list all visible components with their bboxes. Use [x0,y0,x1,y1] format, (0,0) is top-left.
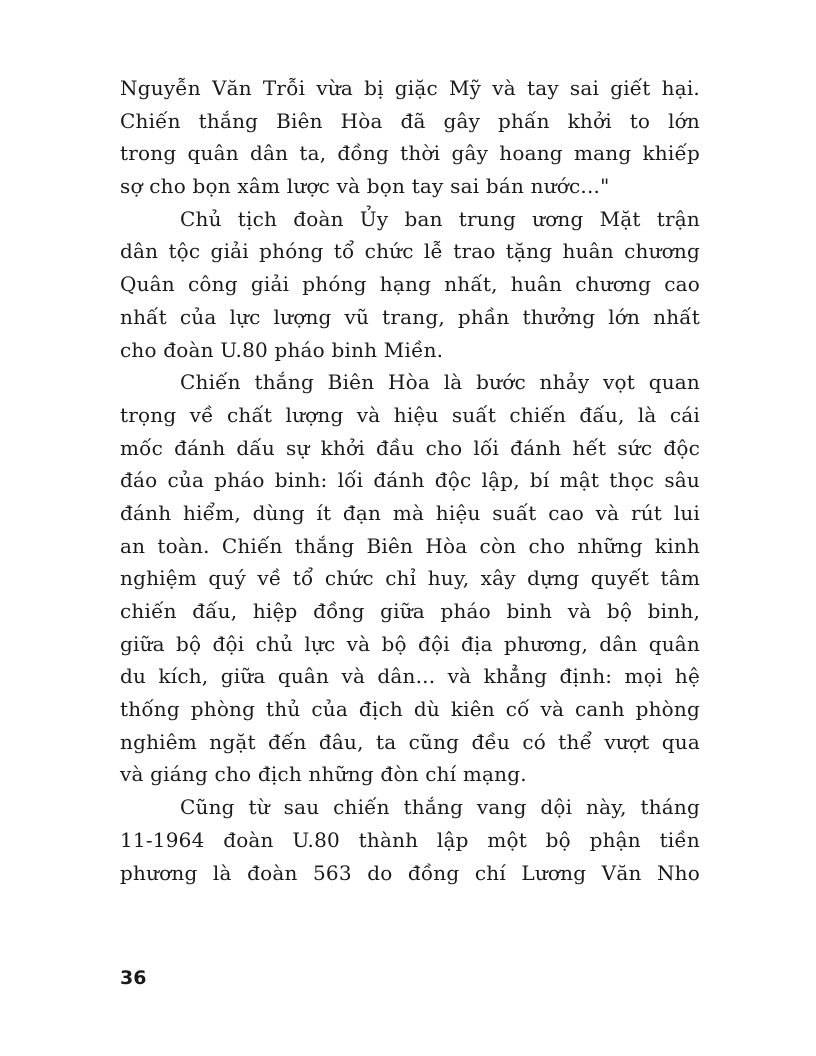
text-line: phương là đoàn 563 do đồng chí Lương Văn Nho [120,860,700,885]
text-line: chiến đấu, hiệp đồng giữa pháo binh và bộ binh, [120,599,700,623]
text-line: nghiệm quý về tổ chức chỉ huy, xây dựng quyết tâm [120,566,700,591]
text-line: Nguyễn Văn Trỗi vừa bị giặc Mỹ và tay sai giết hại. [120,76,700,100]
text-line: đáo của pháo binh: lối đánh độc lập, bí mật thọc sâu [120,468,700,493]
text-line: và giáng cho địch những đòn chí mạng. [120,762,527,787]
text-line: trọng về chất lượng và hiệu suất chiến đấu, là cái [120,402,700,427]
text-line: du kích, giữa quân và dân... và khẳng định: mọi hệ [120,664,700,689]
text-line: 11-1964 đoàn U.80 thành lập một bộ phận tiền [120,827,700,852]
body-text [120,72,700,889]
text-line: mốc đánh dấu sự khởi đầu cho lối đánh hết sức độc [120,435,700,460]
text-line: Chiến thắng Biên Hòa là bước nhảy vọt quan [180,370,700,395]
text-line: cho đoàn U.80 pháo binh Miền. [120,337,444,362]
text-line: dân tộc giải phóng tổ chức lễ trao tặng huân chương [120,239,700,264]
text-line: thống phòng thủ của địch dù kiên cố và canh phòng [120,697,700,722]
page-number: 36 [120,967,147,989]
text-line: Cũng từ sau chiến thắng vang dội này, tháng [180,795,700,820]
text-line: giữa bộ đội chủ lực và bộ đội địa phương, dân quân [120,631,700,656]
text-line: nghiêm ngặt đến đâu, ta cũng đều có thể vượt qua [120,729,700,754]
text-line: Chủ tịch đoàn Ủy ban trung ương Mặt trận [180,206,700,231]
text-line: sợ cho bọn xâm lược và bọn tay sai bán nước..." [120,174,610,199]
text-line: an toàn. Chiến thắng Biên Hòa còn cho những kinh [120,533,700,558]
text-line: Chiến thắng Biên Hòa đã gây phấn khởi to lớn [120,108,700,133]
text-line: đánh hiểm, dùng ít đạn mà hiệu suất cao và rút lui [120,500,700,525]
text-line: nhất của lực lượng vũ trang, phần thưởng lớn nhất [120,304,700,329]
text-line: trong quân dân ta, đồng thời gây hoang mang khiếp [120,141,700,166]
text-line: Quân công giải phóng hạng nhất, huân chương cao [120,272,700,297]
